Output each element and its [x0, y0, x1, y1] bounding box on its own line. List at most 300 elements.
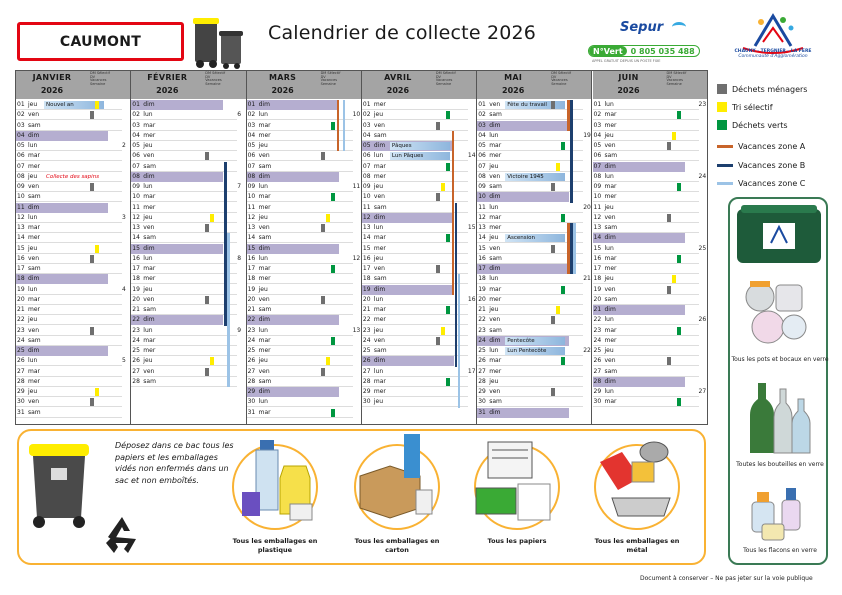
vacation-bar — [224, 162, 227, 326]
day-row — [247, 346, 353, 356]
day-weekday: dim — [28, 275, 40, 283]
day-number: 20 — [478, 295, 486, 303]
day-row — [593, 162, 685, 172]
dv-marker — [561, 142, 565, 150]
day-number: 20 — [362, 295, 371, 303]
dm-marker — [436, 122, 440, 130]
day-number: 14 — [247, 234, 256, 242]
day-weekday: mer — [489, 367, 502, 375]
day-number: 06 — [247, 152, 256, 160]
day-row — [362, 336, 468, 346]
day-row — [247, 408, 353, 418]
day-weekday: ven — [604, 285, 616, 293]
day-weekday: mar — [373, 306, 386, 313]
day-number: 17 — [362, 265, 371, 272]
day-weekday: mar — [604, 111, 617, 119]
day-row — [16, 326, 122, 336]
day-weekday: ven — [373, 193, 385, 201]
day-number: 21 — [593, 306, 602, 313]
day-row — [362, 367, 468, 377]
glass-container-icon — [733, 203, 825, 267]
day-number: 16 — [478, 254, 486, 262]
day-row — [247, 377, 353, 387]
holiday-label: Lun Pentecôte — [505, 347, 565, 355]
day-row — [247, 162, 353, 172]
day-number: 03 — [247, 121, 256, 129]
day-number: 13 — [132, 224, 140, 231]
day-weekday: jeu — [143, 142, 153, 149]
jars-icon — [738, 279, 820, 349]
day-weekday: mer — [489, 295, 502, 303]
column-codes: DM Sélectif DV Vacances Semaine — [90, 71, 110, 86]
day-weekday: lun — [373, 367, 384, 375]
day-number: 18 — [17, 275, 25, 283]
day-row — [477, 295, 583, 305]
legend-vac-b-label: Vacances zone B — [738, 161, 806, 170]
deposit-instruction: Déposez dans ce bac tous les papiers et les emballages vidés non enfermés dans un sac et non emboîtés. — [115, 441, 234, 485]
day-row — [16, 192, 122, 202]
day-number: 05 — [247, 142, 256, 149]
day-row — [16, 367, 122, 377]
day-number: 22 — [478, 316, 486, 324]
day-weekday: ven — [28, 183, 40, 190]
day-weekday: sam — [28, 336, 41, 344]
dv-marker — [446, 163, 450, 171]
day-weekday: mar — [28, 224, 40, 231]
day-row — [247, 367, 353, 377]
day-weekday: mer — [373, 101, 386, 108]
day-row — [362, 213, 454, 223]
vacation-bar — [343, 100, 346, 151]
day-weekday: mer — [373, 388, 386, 395]
day-number: 08 — [17, 172, 25, 180]
day-weekday: sam — [489, 254, 502, 262]
selectif-marker — [95, 388, 99, 396]
agglo-line2: Communauté d'Agglomération — [738, 54, 808, 60]
day-weekday: ven — [258, 367, 270, 375]
day-row — [16, 274, 108, 284]
day-weekday: jeu — [373, 111, 384, 119]
day-weekday: dim — [143, 244, 155, 252]
day-number: 22 — [17, 316, 25, 324]
day-number: 06 — [362, 152, 371, 160]
day-row — [16, 336, 122, 346]
day-number: 23 — [478, 326, 486, 334]
month-name: MARS — [268, 73, 297, 82]
day-number: 10 — [478, 193, 486, 201]
day-weekday: dim — [258, 101, 270, 108]
week-number: 3 — [122, 213, 126, 221]
day-weekday: lun — [604, 101, 614, 108]
day-number: 28 — [247, 377, 256, 385]
week-number: 25 — [698, 244, 707, 252]
day-row — [593, 397, 699, 407]
day-weekday: jeu — [258, 285, 268, 293]
dv-marker — [561, 357, 565, 365]
day-row — [593, 121, 699, 131]
day-row — [477, 336, 569, 346]
day-weekday: dim — [489, 336, 501, 344]
day-number: 07 — [362, 162, 371, 170]
day-weekday: lun — [28, 213, 38, 221]
day-weekday: jeu — [373, 254, 384, 262]
day-number: 02 — [478, 111, 486, 119]
day-number: 27 — [247, 367, 256, 375]
day-number: 05 — [17, 142, 25, 149]
column-codes: DM Sélectif DV Vacances Semaine — [435, 71, 456, 86]
day-row — [131, 274, 237, 284]
day-number: 27 — [362, 367, 371, 375]
day-row — [131, 305, 237, 315]
day-row — [16, 121, 122, 131]
month-name: JANVIER — [32, 73, 72, 82]
day-number: 27 — [593, 367, 602, 375]
week-number: 23 — [698, 101, 707, 108]
day-number: 18 — [132, 275, 140, 283]
day-row — [362, 100, 468, 110]
dv-marker — [331, 409, 335, 417]
day-number: 28 — [478, 377, 486, 385]
day-number: 12 — [362, 213, 371, 221]
day-row — [16, 305, 122, 315]
day-weekday: jeu — [258, 142, 268, 149]
dv-marker — [446, 378, 450, 386]
month-header — [362, 71, 476, 99]
phone-number: 0 805 035 488 — [630, 46, 695, 56]
day-row — [593, 356, 699, 366]
day-weekday: mar — [258, 336, 271, 344]
dm-marker — [90, 111, 94, 119]
dm-marker — [436, 193, 440, 201]
day-row — [131, 203, 237, 213]
day-weekday: lun — [258, 111, 268, 119]
day-row — [477, 326, 583, 336]
day-row — [247, 244, 339, 254]
day-number: 08 — [247, 172, 256, 180]
month-year: 2026 — [502, 86, 525, 95]
day-weekday: jeu — [28, 172, 38, 180]
day-weekday: sam — [489, 111, 502, 119]
day-row — [362, 295, 468, 305]
legend-vac-a-label: Vacances zone A — [738, 142, 806, 151]
day-number: 01 — [247, 101, 256, 108]
day-weekday: dim — [489, 193, 501, 201]
month-juin — [593, 71, 708, 424]
bottles-icon — [738, 379, 820, 457]
day-weekday: ven — [373, 336, 385, 344]
day-number: 06 — [132, 152, 140, 160]
month-header — [16, 71, 130, 99]
day-weekday: mer — [604, 121, 617, 129]
day-row — [16, 131, 108, 141]
week-number: 6 — [237, 111, 242, 119]
month-name: JUIN — [618, 73, 639, 82]
day-weekday: mar — [373, 377, 386, 385]
day-number: 31 — [478, 408, 486, 416]
day-number: 18 — [478, 275, 486, 283]
day-weekday: ven — [373, 121, 385, 129]
day-row — [362, 377, 468, 387]
day-row — [362, 285, 454, 295]
day-row — [593, 151, 699, 161]
day-row — [593, 203, 699, 213]
day-row — [247, 397, 353, 407]
week-number: 13 — [352, 326, 361, 334]
day-weekday: jeu — [604, 131, 614, 139]
day-weekday: mer — [604, 265, 617, 272]
day-weekday: ven — [28, 326, 40, 334]
day-weekday: lun — [489, 203, 499, 211]
dv-marker — [677, 327, 681, 335]
day-weekday: dim — [258, 316, 270, 324]
day-weekday: jeu — [489, 162, 499, 170]
day-number: 06 — [478, 152, 486, 160]
holiday-label: Collecte des sapins — [46, 173, 100, 180]
day-weekday: lun — [28, 285, 38, 293]
day-row — [16, 264, 122, 274]
month-février — [131, 71, 246, 424]
day-weekday: jeu — [373, 326, 384, 334]
legend-vac-c-label: Vacances zone C — [738, 179, 806, 188]
day-number: 19 — [478, 285, 486, 293]
dv-marker — [331, 337, 335, 345]
day-row — [477, 285, 583, 295]
day-weekday: sam — [258, 234, 272, 242]
day-number: 10 — [362, 193, 371, 201]
day-weekday: ven — [489, 172, 501, 180]
day-row — [593, 274, 699, 284]
day-weekday: sam — [373, 275, 387, 283]
day-weekday: mar — [489, 213, 502, 221]
day-weekday: mer — [143, 275, 156, 283]
day-row — [477, 397, 583, 407]
day-number: 21 — [132, 306, 140, 313]
day-weekday: mer — [373, 244, 386, 252]
selectif-marker — [210, 214, 214, 222]
day-number: 04 — [247, 131, 256, 139]
day-row — [477, 121, 569, 131]
day-weekday: mer — [28, 377, 41, 385]
day-weekday: lun — [258, 398, 268, 406]
day-number: 28 — [362, 377, 371, 385]
day-row — [131, 141, 237, 151]
day-row — [131, 377, 237, 387]
day-weekday: mer — [28, 162, 41, 170]
day-weekday: sam — [258, 377, 272, 385]
day-weekday: sam — [258, 162, 272, 170]
day-row — [16, 203, 108, 213]
day-row — [16, 408, 122, 418]
day-weekday: mer — [28, 234, 41, 242]
week-number: 16 — [467, 295, 476, 303]
day-weekday: sam — [143, 162, 156, 170]
day-weekday: lun — [143, 326, 153, 334]
day-row — [477, 305, 583, 315]
day-weekday: ven — [373, 265, 385, 272]
day-number: 06 — [17, 152, 25, 160]
dm-marker — [667, 214, 671, 222]
day-number: 04 — [17, 131, 25, 139]
day-weekday: sam — [373, 203, 387, 211]
day-weekday: mer — [258, 275, 271, 283]
day-row — [593, 346, 699, 356]
day-number: 01 — [132, 101, 140, 108]
day-row — [362, 387, 468, 397]
day-weekday: dim — [489, 265, 501, 272]
day-number: 20 — [17, 295, 25, 303]
day-number: 19 — [17, 285, 25, 293]
page-title: Calendrier de collecte 2026 — [268, 22, 537, 44]
day-row — [477, 356, 583, 366]
vac-a-swatch — [717, 145, 733, 148]
day-number: 26 — [17, 357, 25, 365]
day-weekday: sam — [604, 152, 618, 160]
day-weekday: dim — [604, 162, 616, 170]
day-number: 18 — [362, 275, 371, 283]
day-number: 18 — [593, 275, 602, 283]
day-weekday: mar — [604, 183, 617, 190]
day-weekday: lun — [489, 131, 499, 139]
day-weekday: ven — [258, 295, 270, 303]
day-weekday: dim — [373, 142, 386, 149]
day-row — [16, 182, 122, 192]
day-weekday: lun — [143, 111, 153, 119]
day-row — [593, 305, 685, 315]
day-weekday: sam — [489, 398, 502, 406]
dv-marker — [446, 234, 450, 242]
day-number: 29 — [478, 388, 486, 395]
day-weekday: jeu — [28, 244, 38, 252]
day-weekday: jeu — [143, 213, 153, 221]
day-weekday: sam — [604, 367, 618, 375]
day-weekday: ven — [258, 152, 270, 160]
week-number: 14 — [467, 152, 476, 160]
day-row — [362, 141, 454, 151]
day-weekday: jeu — [373, 398, 384, 406]
day-weekday: ven — [28, 398, 40, 406]
day-weekday: mar — [489, 285, 502, 293]
day-row — [247, 151, 353, 161]
day-row — [593, 233, 685, 243]
day-number: 03 — [132, 121, 140, 129]
day-number: 15 — [593, 244, 602, 252]
day-number: 27 — [17, 367, 25, 375]
day-row — [477, 162, 583, 172]
day-row — [593, 172, 699, 182]
day-number: 03 — [17, 121, 25, 129]
week-number: 8 — [237, 254, 242, 262]
dv-marker — [561, 286, 565, 294]
day-row — [16, 151, 122, 161]
day-weekday: sam — [373, 131, 387, 139]
day-row — [16, 346, 108, 356]
day-weekday: mar — [258, 265, 271, 272]
day-weekday: lun — [489, 275, 499, 283]
day-number: 24 — [132, 336, 140, 344]
day-number: 03 — [478, 121, 486, 129]
day-weekday: sam — [604, 224, 618, 231]
day-number: 14 — [17, 234, 25, 242]
dv-marker — [677, 183, 681, 191]
day-weekday: lun — [604, 244, 614, 252]
day-number: 12 — [478, 213, 486, 221]
day-number: 05 — [132, 142, 140, 149]
day-weekday: ven — [28, 254, 40, 262]
day-weekday: lun — [373, 224, 384, 231]
day-number: 04 — [593, 131, 602, 139]
day-weekday: sam — [28, 265, 41, 272]
day-weekday: lun — [373, 295, 384, 303]
day-row — [477, 377, 583, 387]
day-row — [131, 192, 237, 202]
day-number: 14 — [593, 234, 602, 242]
dm-marker — [321, 368, 325, 376]
day-row — [131, 100, 223, 110]
selectif-marker — [441, 183, 445, 191]
day-number: 05 — [478, 142, 486, 149]
day-row — [362, 397, 468, 407]
day-weekday: mer — [489, 152, 502, 160]
day-weekday: dim — [143, 316, 155, 324]
day-row — [16, 377, 122, 387]
day-number: 28 — [17, 377, 25, 385]
week-number: 19 — [583, 131, 591, 139]
day-number: 17 — [593, 265, 602, 272]
day-row — [247, 336, 353, 346]
metal-label: Tous les emballages en métal — [594, 537, 680, 554]
day-weekday: jeu — [604, 203, 614, 211]
day-number: 22 — [132, 316, 140, 324]
day-row — [593, 213, 699, 223]
day-weekday: mar — [28, 295, 40, 303]
dm-marker — [205, 224, 209, 232]
day-weekday: dim — [604, 306, 616, 313]
day-row — [131, 110, 237, 120]
day-row — [362, 110, 468, 120]
day-number: 02 — [593, 111, 602, 119]
day-number: 22 — [593, 316, 602, 324]
dv-marker — [331, 193, 335, 201]
day-number: 12 — [132, 213, 140, 221]
month-year: 2026 — [40, 86, 64, 95]
holiday-label: Victoire 1945 — [505, 173, 565, 181]
day-row — [362, 346, 468, 356]
day-row — [247, 326, 353, 336]
day-number: 07 — [132, 162, 140, 170]
day-weekday: ven — [604, 357, 616, 365]
day-weekday: ven — [143, 295, 155, 303]
week-number: 22 — [583, 347, 591, 354]
day-number: 17 — [478, 265, 486, 272]
month-year: 2026 — [617, 86, 640, 95]
day-weekday: dim — [604, 234, 616, 242]
day-weekday: jeu — [28, 388, 38, 395]
day-weekday: ven — [489, 244, 501, 252]
day-number: 01 — [362, 101, 371, 108]
selectif-swatch — [717, 102, 727, 112]
day-row — [16, 172, 122, 182]
day-row — [16, 233, 122, 243]
day-weekday: mer — [604, 193, 617, 201]
day-weekday: ven — [489, 101, 501, 108]
day-weekday: lun — [258, 183, 268, 190]
day-number: 31 — [247, 408, 256, 416]
day-number: 15 — [478, 244, 486, 252]
day-row — [593, 367, 699, 377]
day-row — [247, 305, 353, 315]
day-weekday: mar — [373, 162, 386, 170]
day-row — [16, 213, 122, 223]
